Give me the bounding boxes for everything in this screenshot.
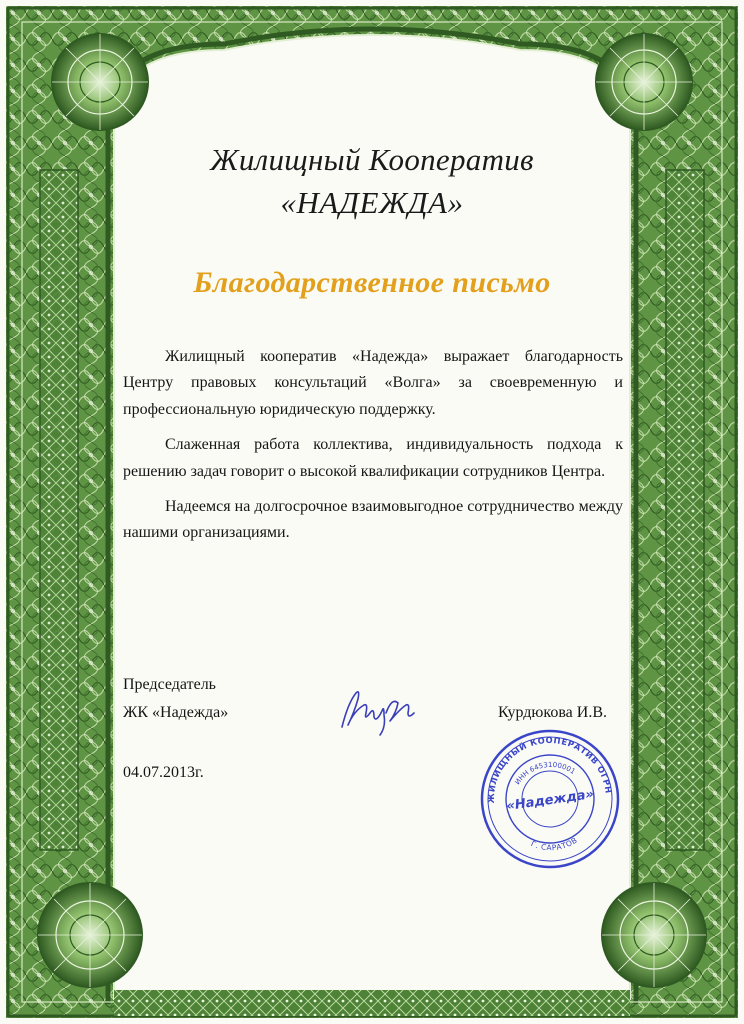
paragraph: Жилищный кооператив «Надежда» выражает благодарность Центру правовых консультаций «Волга» за своевременную и профессиональную юридическую поддержку. (123, 348, 623, 418)
corner-rosette-top-right (596, 34, 692, 130)
paragraph: Надеемся на долгосрочное взаимовыгодное сотрудничество между нашими организациями. (123, 498, 623, 542)
stamp-inn-text: ИНН 6453100001 (513, 760, 577, 787)
stamp-center-text: «Надежда» (505, 786, 595, 815)
paragraph: Слаженная работа коллектива, индивидуальность подхода к решению задач говорит о высокой квалификации сотрудников Центра. (123, 436, 623, 480)
document-title: Благодарственное письмо (193, 266, 551, 299)
handwritten-signature (326, 683, 426, 739)
organization-name-quoted: «НАДЕЖДА» (280, 185, 464, 220)
stamp-outer-text: ЖИЛИЩНЫЙ КООПЕРАТИВ ОГРН (485, 734, 614, 804)
corner-rosette-top-left (52, 34, 148, 130)
letter-body (123, 344, 623, 556)
signer-organization: ЖК «Надежда» (123, 704, 229, 721)
signer-name: Курдюкова И.В. (498, 704, 607, 721)
corner-rosette-bottom-left (38, 883, 142, 987)
organization-name: Жилищный Кооператив (210, 142, 534, 177)
signer-position: Председатель (123, 676, 216, 693)
corner-rosette-bottom-right (602, 883, 706, 987)
stamp-city-text: Г. САРАТОВ (529, 835, 580, 853)
organization-stamp (478, 727, 622, 871)
document-date: 04.07.2013г. (123, 764, 204, 781)
